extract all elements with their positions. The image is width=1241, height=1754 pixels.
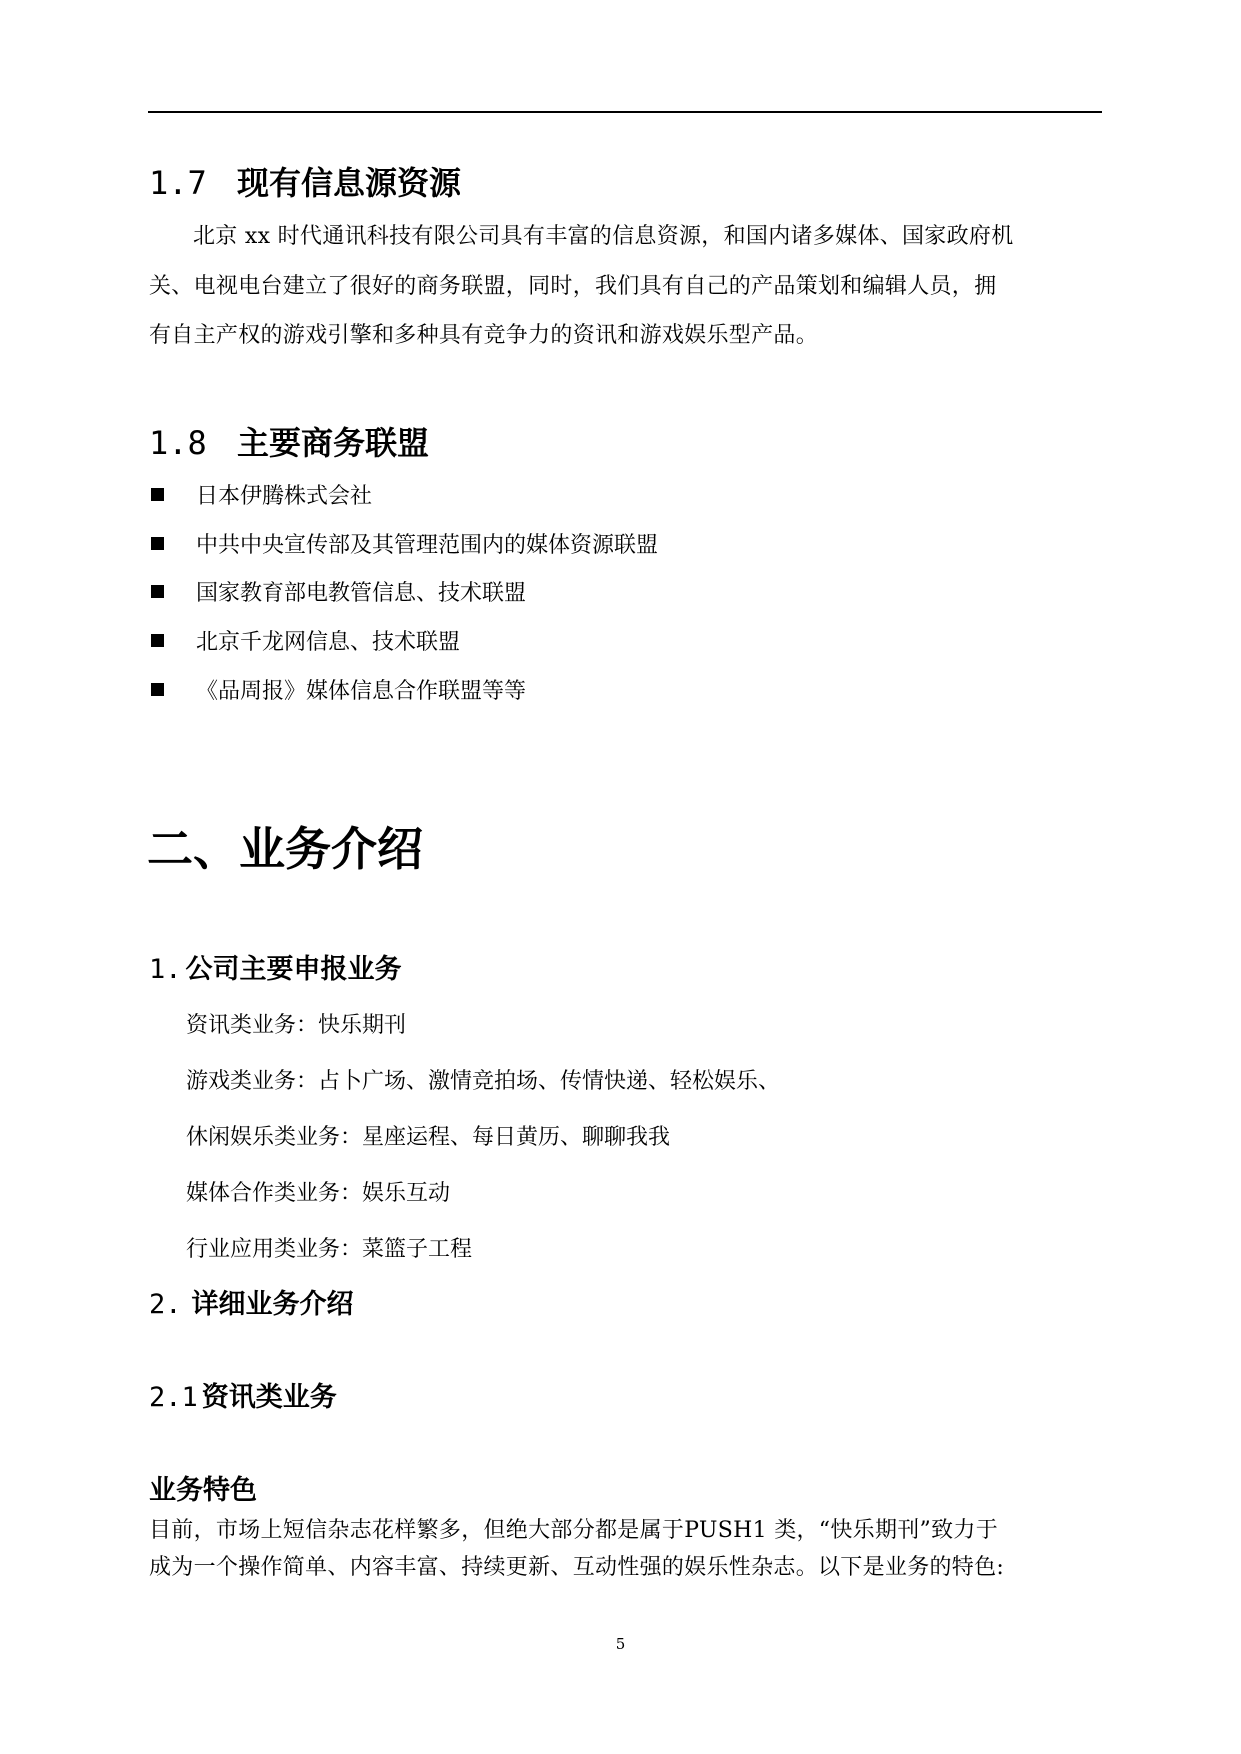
heading-detail-business <box>149 1288 354 1322</box>
square-bullet-icon <box>151 683 164 696</box>
heading-number: 1.7 <box>149 164 207 202</box>
business-line: 行业应用类业务：菜篮子工程 <box>186 1237 473 1262</box>
list-item-text: 日本伊腾株式会社 <box>196 484 373 509</box>
square-bullet-icon <box>151 634 164 647</box>
heading-feature: 业务特色 <box>149 1475 257 1506</box>
list-item <box>151 531 658 561</box>
business-line: 游戏类业务：占卜广场、激情竞拍场、传情快递、轻松娱乐、 <box>186 1069 781 1094</box>
heading-title: 现有信息源资源 <box>237 164 462 202</box>
heading-title: 主要商务联盟 <box>237 424 430 462</box>
heading-number: 2.1 <box>149 1382 198 1413</box>
heading-info-business <box>149 1381 337 1415</box>
heading-1-7 <box>149 163 461 203</box>
list-item-text: 中共中央宣传部及其管理范围内的媒体资源联盟 <box>196 533 659 558</box>
list-item <box>151 482 372 512</box>
list-item-text: 国家教育部电教管信息、技术联盟 <box>196 581 527 606</box>
heading-title: 资讯类业务 <box>201 1382 337 1413</box>
paragraph-line: 有自主产权的游戏引擎和多种具有竞争力的资讯和游戏娱乐型产品。 <box>149 323 819 348</box>
square-bullet-icon <box>151 537 164 550</box>
list-item <box>151 677 526 707</box>
list-item <box>151 628 460 658</box>
list-item-text: 北京千龙网信息、技术联盟 <box>196 630 461 655</box>
header-rule <box>148 111 1102 113</box>
list-item <box>151 579 526 609</box>
square-bullet-icon <box>151 585 164 598</box>
square-bullet-icon <box>151 488 164 501</box>
list-item-text: 《品周报》媒体信息合作联盟等等 <box>196 679 527 704</box>
heading-number: 2. <box>149 1289 182 1320</box>
paragraph-line: 北京 xx 时代通讯科技有限公司具有丰富的信息资源，和国内诸多媒体、国家政府机 <box>193 224 1014 249</box>
chapter-title: 二、业务介绍 <box>147 822 423 876</box>
page-number: 5 <box>615 1635 626 1653</box>
business-line: 休闲娱乐类业务：星座运程、每日黄历、聊聊我我 <box>186 1125 671 1150</box>
heading-1-8 <box>149 423 429 463</box>
paragraph-line: 成为一个操作简单、内容丰富、持续更新、互动性强的娱乐性杂志。以下是业务的特色: <box>149 1555 1005 1580</box>
business-line: 媒体合作类业务：娱乐互动 <box>186 1181 451 1206</box>
paragraph-line: 关、电视电台建立了很好的商务联盟，同时，我们具有自己的产品策划和编辑人员，拥 <box>149 274 997 299</box>
heading-number: 1. <box>149 954 182 985</box>
heading-title: 公司主要申报业务 <box>185 954 402 985</box>
heading-title: 详细业务介绍 <box>191 1289 354 1320</box>
business-line: 资讯类业务：快乐期刊 <box>186 1013 407 1038</box>
heading-number: 1.8 <box>149 424 207 462</box>
heading-company-business <box>149 953 402 987</box>
paragraph-line: 目前，市场上短信杂志花样繁多，但绝大部分都是属于PUSH1 类，“快乐期刊”致力于 <box>149 1518 999 1543</box>
